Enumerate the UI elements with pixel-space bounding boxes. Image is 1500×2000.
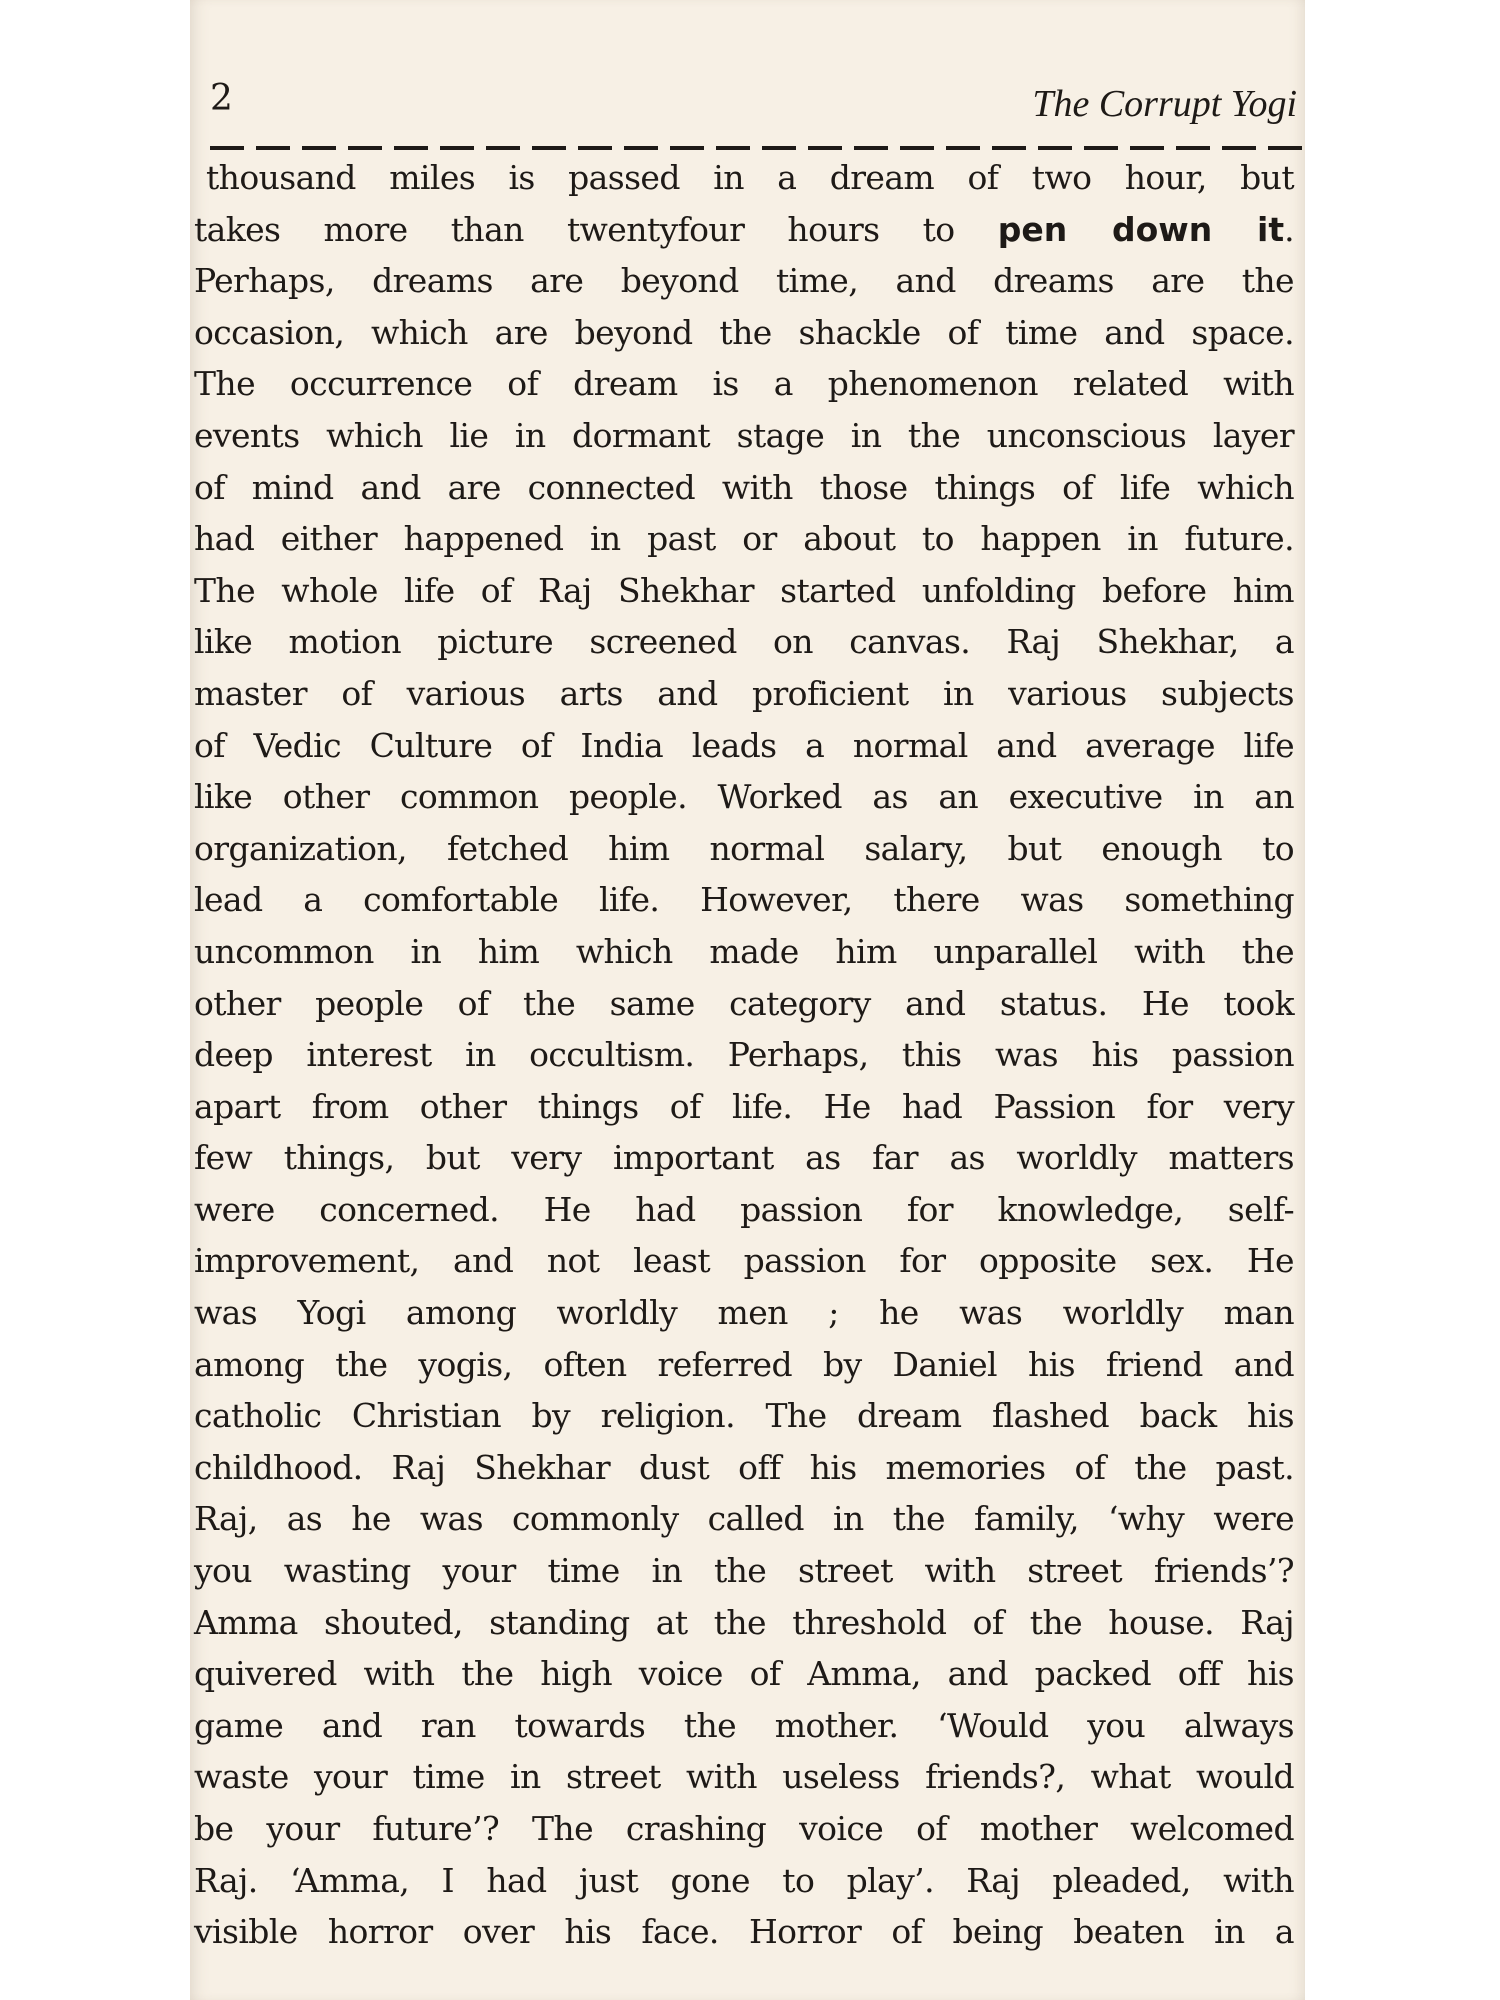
text-line: occasion, which are beyond the shackle of time and space. — [194, 312, 1294, 352]
text-line: quivered with the high voice of Amma, and packed off his — [194, 1654, 1294, 1694]
text-line: catholic Christian by religion. The dream flashed back his — [194, 1396, 1294, 1436]
text-line: uncommon in him which made him unparallel with the — [194, 931, 1294, 971]
text-line: few things, but very important as far as worldly matters — [194, 1138, 1294, 1178]
text-line: master of various arts and proficient in various subjects — [194, 673, 1294, 713]
line-prefix: takes more than twentyfour hours to — [194, 209, 998, 249]
header-dashed-rule — [210, 146, 1305, 150]
text-line: organization, fetched him normal salary, but enough to — [194, 828, 1294, 868]
bold-phrase: pen down it — [997, 209, 1285, 249]
text-line: apart from other things of life. He had Passion for very — [194, 1086, 1294, 1126]
text-line: events which lie in dormant stage in the unconscious layer — [194, 415, 1294, 455]
text-line: lead a comfortable life. However, there was something — [194, 880, 1294, 920]
text-line: like other common people. Worked as an executive in an — [194, 777, 1294, 817]
text-line: childhood. Raj Shekhar dust off his memories of the past. — [194, 1447, 1294, 1487]
text-line: like motion picture screened on canvas. Raj Shekhar, a — [194, 622, 1294, 662]
running-title: The Corrupt Yogi — [1032, 83, 1297, 125]
text-line: waste your time in street with useless friends?, what would — [194, 1757, 1294, 1797]
text-line: other people of the same category and status. He took — [194, 983, 1294, 1023]
text-line: be your future’? The crashing voice of mother welcomed — [194, 1809, 1294, 1848]
text-line: of Vedic Culture of India leads a normal and average life — [194, 725, 1294, 765]
text-line: were concerned. He had passion for knowledge, self- — [194, 1189, 1294, 1229]
body-text — [194, 152, 1294, 1958]
text-line: was Yogi among worldly men ; he was worldly man — [194, 1293, 1294, 1333]
text-line: game and ran towards the mother. ‘Would you always — [194, 1705, 1294, 1745]
text-line: Amma shouted, standing at the threshold of the house. Raj — [194, 1602, 1294, 1642]
text-line: visible horror over his face. Horror of being beaten in a — [194, 1912, 1294, 1952]
page-number: 2 — [210, 78, 233, 119]
text-line: Raj, as he was commonly called in the family, ‘why were — [194, 1499, 1294, 1539]
text-line: Raj. ‘Amma, I had just gone to play’. Raj pleaded, with — [194, 1860, 1294, 1900]
text-line: The whole life of Raj Shekhar started unfolding before him — [194, 570, 1294, 610]
text-line: of mind and are connected with those things of life which — [194, 467, 1294, 507]
text-line: deep interest in occultism. Perhaps, this was his passion — [194, 1035, 1294, 1075]
text-line: thousand miles is passed in a dream of two hour, but — [206, 158, 1294, 197]
book-page — [190, 0, 1305, 2000]
text-line: among the yogis, often referred by Daniel his friend and — [194, 1344, 1294, 1384]
text-line: Perhaps, dreams are beyond time, and dreams are the — [194, 261, 1294, 301]
text-line: improvement, and not least passion for opposite sex. He — [194, 1241, 1294, 1281]
text-line: had either happened in past or about to happen in future. — [194, 519, 1294, 559]
text-line: you wasting your time in the street with street friends’? — [194, 1551, 1294, 1591]
line-suffix: . — [1284, 209, 1294, 249]
text-line: The occurrence of dream is a phenomenon related with — [194, 364, 1294, 404]
text-line — [194, 204, 1294, 256]
